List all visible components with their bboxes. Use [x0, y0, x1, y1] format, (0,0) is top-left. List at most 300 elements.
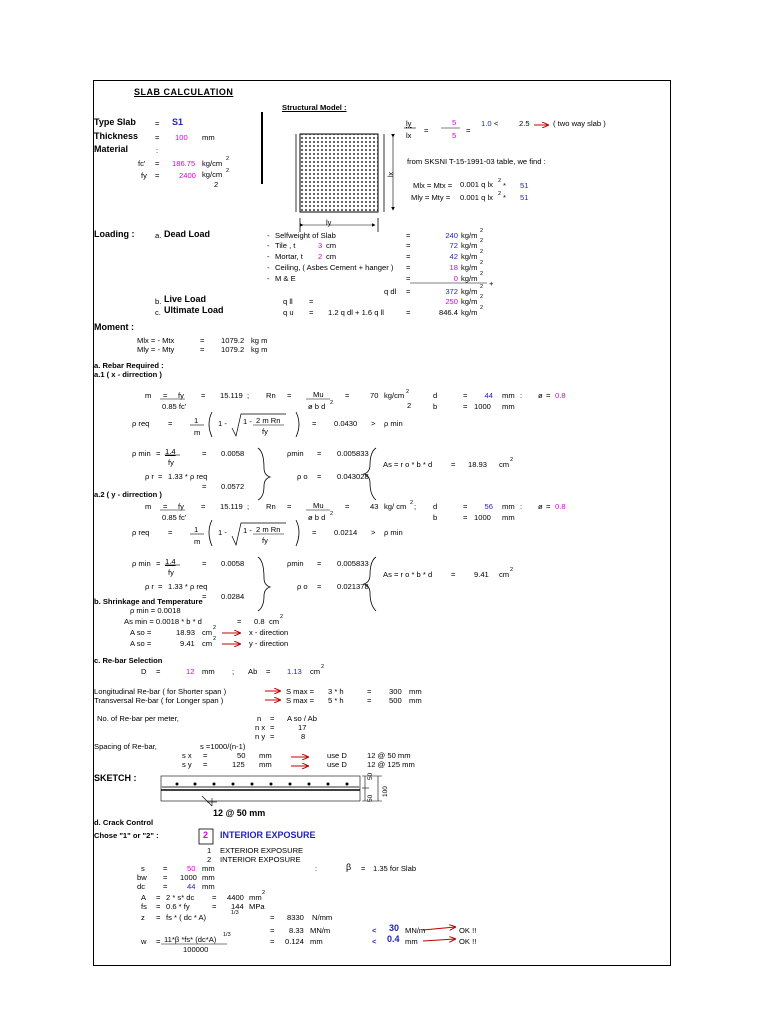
unit: kg m	[251, 336, 268, 345]
eq: =	[156, 559, 161, 568]
eq: =	[212, 893, 217, 902]
mlx-label: Mlx = Mtx =	[413, 181, 453, 190]
sqrt-a: 1 -	[218, 528, 227, 537]
eq: =	[163, 882, 168, 891]
po-value-y: 0.021378	[337, 582, 369, 591]
eq: =	[156, 937, 161, 946]
eq: =	[406, 308, 411, 317]
w-value: 0.124	[285, 937, 305, 946]
rebar-required-label: a. Rebar Required :	[94, 361, 164, 370]
eq: =	[466, 126, 471, 135]
lt: <	[372, 937, 377, 946]
po: ρ o	[297, 582, 308, 591]
transversal-rebar: Transversal Re-bar ( for Longer span )	[94, 696, 224, 705]
d: d	[433, 502, 438, 511]
rebar-selection-label: c. Re-bar Selection	[94, 656, 163, 665]
d: d	[433, 391, 438, 400]
dash: -	[267, 263, 270, 272]
option-1: 1	[207, 846, 212, 855]
fy: fy	[168, 568, 174, 577]
s-value: 50	[187, 864, 196, 873]
fc-label: fc'	[138, 159, 146, 168]
use-y-value: 12 @ 125 mm	[367, 760, 415, 769]
superscript: 2	[280, 614, 284, 620]
unit: mm	[409, 687, 422, 696]
load-desc: Selfweight of Slab	[275, 231, 336, 240]
selected-exposure: INTERIOR EXPOSURE	[220, 830, 316, 840]
exp: 2	[480, 284, 484, 290]
as-formula: As = r o * b * d	[383, 570, 433, 579]
2mrn: 2 m Rn	[256, 416, 281, 425]
z-formula: fs * ( dc * A)	[166, 913, 207, 922]
sy: s y	[182, 760, 192, 769]
eq: =	[212, 902, 217, 911]
eq: =	[200, 345, 205, 354]
z-ok: OK !!	[459, 926, 477, 935]
unit: mm	[202, 882, 215, 891]
unit: mm	[249, 893, 262, 902]
eq: =	[406, 241, 411, 250]
ab-value: 1.13	[287, 667, 302, 676]
unit: MPa	[249, 902, 265, 911]
spacing-label: Spacing of Re-bar,	[94, 742, 157, 751]
superscript: 2	[510, 567, 514, 573]
rn: Rn	[266, 391, 276, 400]
layer-thickness: 3	[318, 241, 323, 250]
eq: =	[163, 864, 168, 873]
ny: n y	[255, 732, 266, 741]
smax: S max =	[286, 687, 315, 696]
eq: =	[163, 502, 168, 511]
load-desc: Ceiling, ( Asbes Cement + hanger )	[275, 263, 394, 272]
exp: 2	[214, 180, 219, 189]
as-formula: As = r o * b * d	[383, 460, 433, 469]
eq: =	[317, 449, 322, 458]
dead-load-label: Dead Load	[164, 229, 211, 239]
eq: =	[287, 391, 292, 400]
p14: 1.4	[165, 447, 176, 456]
pmin: ρmin	[287, 449, 304, 458]
bw: bw	[137, 873, 147, 882]
eq: =	[270, 926, 275, 935]
z-value-nmm: 8330	[287, 913, 304, 922]
exp: 2	[480, 238, 484, 244]
n-formula: A so / Ab	[287, 714, 317, 723]
exp: 2	[480, 271, 484, 277]
unit: MN/m	[310, 926, 331, 935]
superscript: m	[145, 391, 152, 400]
sketch-label: SKETCH :	[94, 773, 137, 783]
pr-formula: 1.33 * ρ req	[168, 582, 208, 591]
eq: =	[200, 336, 205, 345]
load-value: 0	[453, 274, 458, 283]
mu: Mu	[313, 390, 324, 399]
moment-mlx-value: 1079.2	[221, 336, 245, 345]
unit: mm	[502, 502, 515, 511]
eq: =	[270, 732, 275, 741]
eq: =	[406, 287, 411, 296]
superscript: 2	[330, 511, 334, 517]
eq: =	[287, 502, 292, 511]
option-interior: INTERIOR EXPOSURE	[220, 855, 301, 864]
thickness-value: 100	[175, 133, 188, 142]
fy-value: 2400	[179, 171, 196, 180]
beta-value: 1.35 for Slab	[373, 864, 417, 873]
eq: =	[237, 617, 242, 626]
star: *	[503, 193, 506, 202]
qll-label: q ll	[283, 297, 293, 306]
table-note: from SKSNI T-15-1991-03 table, we find :	[407, 157, 546, 166]
eq: =	[406, 263, 411, 272]
dash: -	[267, 241, 270, 250]
eq: =	[156, 667, 161, 676]
ratio-limit: 2.5	[519, 119, 530, 128]
phi-value-x: 0.8	[555, 391, 566, 400]
pmin2-value-y: 0.005833	[337, 559, 369, 568]
d-value-y: 56	[484, 502, 493, 511]
nx-value: 17	[298, 723, 307, 732]
eq: =	[203, 751, 208, 760]
fy: fy	[178, 391, 184, 400]
sheet-title: SLAB CALCULATION	[134, 87, 234, 97]
aso-label: A so =	[130, 628, 152, 637]
eq: =	[202, 449, 207, 458]
phi: ø	[538, 391, 543, 400]
eq: =	[201, 391, 206, 400]
type-slab-value: S1	[172, 117, 184, 127]
exp: 2	[480, 249, 484, 255]
sqrt-b: 1 -	[243, 417, 252, 426]
shrink-pmin: ρ min = 0.0018	[130, 606, 181, 615]
fc-value: 186.75	[172, 159, 196, 168]
unit: mm	[502, 513, 515, 522]
sy-value: 125	[232, 760, 245, 769]
p14: 1.4	[165, 557, 176, 566]
exposure-choice[interactable]: 2	[203, 830, 209, 840]
eq: =	[317, 472, 322, 481]
unit: kg/m	[461, 252, 478, 261]
eq: =	[312, 528, 317, 537]
superscript: 2	[510, 457, 514, 463]
load-value: 240	[445, 231, 458, 240]
thickness-label: Thickness	[94, 131, 139, 141]
eq: =	[266, 667, 271, 676]
aso-x-value: 18.93	[176, 628, 196, 637]
A-formula: 2 * s* dc	[166, 893, 195, 902]
item-a: a.	[155, 231, 162, 240]
item-b: b.	[155, 297, 162, 306]
pr: ρ r	[145, 582, 154, 591]
pmin: ρmin	[287, 559, 304, 568]
pmin-value-y: 0.0058	[221, 559, 245, 568]
eq: =	[156, 893, 161, 902]
pr-formula: 1.33 * ρ req	[168, 472, 208, 481]
gt: >	[371, 528, 376, 537]
sc: ;	[232, 667, 235, 676]
unit: kg/m	[461, 287, 478, 296]
w: w	[141, 937, 147, 946]
phi: ø	[538, 502, 543, 511]
eq: =	[270, 913, 275, 922]
mly-label: Mly = Mty =	[411, 193, 451, 202]
phi-value-y: 0.8	[555, 502, 566, 511]
loading-label: Loading :	[94, 229, 135, 239]
qu-value: 846.4	[438, 308, 458, 317]
z: z	[141, 913, 145, 922]
pr-value-x: 0.0572	[221, 482, 245, 491]
smax: S max =	[286, 696, 315, 705]
unit: cm	[269, 617, 280, 626]
slab-plan	[300, 134, 378, 212]
eq: =	[155, 119, 160, 128]
dim-100: 100	[382, 786, 389, 797]
eq: =	[168, 528, 173, 537]
dim-50-top: 50	[367, 772, 374, 780]
qdl-value: 372	[445, 287, 458, 296]
eq: =	[317, 559, 322, 568]
chose-label: Chose "1" or "2" :	[94, 831, 159, 840]
unit: mm	[502, 402, 515, 411]
unit: mm	[202, 864, 215, 873]
rebar-per-meter: No. of Re-bar per meter,	[97, 714, 179, 723]
rn-value-x: 70	[370, 391, 379, 400]
lx-dim-label: lx	[388, 171, 396, 178]
pmin: ρ min	[132, 449, 151, 458]
b-value-y: 1000	[474, 513, 491, 522]
eq: =	[155, 159, 160, 168]
eq: =	[361, 864, 366, 873]
unit: mm	[502, 391, 515, 400]
unit: mm	[409, 696, 422, 705]
eq: =	[155, 133, 160, 142]
preq-value-x: 0.0430	[334, 419, 358, 428]
s: s	[141, 864, 145, 873]
superscript: :	[315, 864, 318, 873]
eq: =	[203, 760, 208, 769]
eq: =	[270, 937, 275, 946]
ny-value: 8	[301, 732, 306, 741]
eq: =	[158, 472, 163, 481]
one: 1	[194, 416, 199, 425]
dc: dc	[137, 882, 146, 891]
plus: +	[489, 279, 494, 288]
layer-thickness: 2	[318, 252, 323, 261]
ratio-ly: ly	[406, 119, 412, 128]
m-value-y: 15.119	[220, 502, 243, 511]
ultimate-load-label: Ultimate Load	[164, 305, 224, 315]
dash: -	[267, 252, 270, 261]
aso-x-direction: x - direction	[249, 628, 289, 637]
eq: =	[156, 913, 161, 922]
two-way-note: ( two way slab )	[553, 119, 606, 128]
superscript: ;	[414, 502, 417, 511]
qu-expr: 1.2 q dl + 1.6 q ll	[328, 308, 384, 317]
dash: -	[267, 231, 270, 240]
A-value: 4400	[227, 893, 244, 902]
load-desc: Mortar, t	[275, 252, 303, 261]
type-slab-label: Type Slab	[94, 117, 136, 127]
unit: mm	[405, 937, 418, 946]
exp: 2	[226, 156, 230, 162]
eq: =	[463, 502, 468, 511]
eq: =	[156, 902, 161, 911]
unit: kg/m	[461, 231, 478, 240]
mly-expr: 0.001 q lx	[460, 193, 493, 202]
eq: =	[270, 714, 275, 723]
unit: cm	[499, 460, 510, 469]
unit: cm	[326, 241, 337, 250]
preq: ρ req	[132, 528, 150, 537]
eq: =	[168, 419, 173, 428]
unit: kg/cm	[202, 170, 223, 179]
eq: =	[202, 592, 207, 601]
fy: fy	[262, 427, 268, 436]
eq: =	[367, 696, 372, 705]
pmin: ρ min	[384, 528, 403, 537]
aso-y-direction: y - direction	[249, 639, 289, 648]
superscript: 2	[321, 664, 325, 670]
eq: =	[406, 252, 411, 261]
as-value-y: 9.41	[474, 570, 489, 579]
eq: =	[463, 513, 468, 522]
as-value-x: 18.93	[468, 460, 488, 469]
crack-control-label: d. Crack Control	[94, 818, 154, 827]
mlx-expr: 0.001 q lx	[460, 180, 493, 189]
load-value: 18	[449, 263, 458, 272]
aso-y-value: 9.41	[180, 639, 195, 648]
longitudinal-rebar: Longitudinal Re-bar ( for Shorter span )	[94, 687, 227, 696]
eq: =	[463, 391, 468, 400]
eq: =	[451, 460, 456, 469]
d-value-x: 44	[484, 391, 493, 400]
m-value-x: 15.119	[220, 391, 243, 400]
w-ok: OK !!	[459, 937, 477, 946]
superscript: 2	[410, 500, 414, 506]
exp: 2	[480, 305, 484, 311]
sqrt-b: 1 -	[243, 526, 252, 535]
eq: =	[406, 231, 411, 240]
aso-label: A so =	[130, 639, 152, 648]
pr-value-y: 0.0284	[221, 592, 245, 601]
lt: <	[372, 926, 377, 935]
superscript: 2	[213, 625, 217, 631]
unit: mm	[259, 760, 272, 769]
pmin2-value-x: 0.005833	[337, 449, 369, 458]
eq: =	[406, 274, 411, 283]
lt: <	[494, 119, 499, 128]
eq: =	[163, 873, 168, 882]
eq: =	[156, 449, 161, 458]
unit: kg/m	[461, 263, 478, 272]
pmin: ρ min	[132, 559, 151, 568]
load-desc: M & E	[275, 274, 296, 283]
ratio-den: 5	[452, 131, 457, 140]
fy-label: fy	[141, 171, 147, 180]
pbd: ø b d	[308, 513, 326, 522]
smax-value-1: 300	[389, 687, 402, 696]
eq: =	[546, 502, 551, 511]
sc: :	[520, 391, 523, 400]
superscript: 2	[262, 890, 266, 896]
moment-mly: Mly = - Mty	[137, 345, 175, 354]
ratio-num: 5	[452, 118, 457, 127]
eq: =	[202, 559, 207, 568]
unit: mm	[202, 667, 215, 676]
preq: ρ req	[132, 419, 150, 428]
shrinkage-label: b. Shrinkage and Temperature	[94, 597, 203, 606]
preq-value-y: 0.0214	[334, 528, 358, 537]
smax-formula: 3 * h	[328, 687, 344, 696]
unit: cm	[499, 570, 510, 579]
option-exterior: EXTERIOR EXPOSURE	[220, 846, 304, 855]
dim-50-bottom: 50	[367, 794, 374, 802]
superscript: 2	[407, 401, 412, 410]
load-value: 72	[449, 241, 458, 250]
superscript: 2	[330, 400, 334, 406]
rn: Rn	[266, 502, 276, 511]
ratio-lx: lx	[406, 131, 412, 140]
use-x-value: 12 @ 50 mm	[367, 751, 411, 760]
ratio-value: 1.0	[481, 119, 492, 128]
structural-model-title: Structural Model :	[282, 103, 347, 112]
z-limit: 30	[389, 923, 400, 933]
unit: kg/m	[461, 274, 478, 283]
sqrt-a: 1 -	[218, 419, 227, 428]
unit: mm	[310, 937, 323, 946]
unit: cm	[326, 252, 337, 261]
eq: =	[451, 570, 456, 579]
dash: -	[267, 274, 270, 283]
eq: =	[312, 419, 317, 428]
rn-value-y: 43	[370, 502, 379, 511]
beta: β	[346, 862, 352, 872]
unit: kg/m	[461, 308, 478, 317]
eq: =	[309, 297, 314, 306]
unit: mm	[202, 133, 215, 142]
eq: =	[317, 582, 322, 591]
superscript: 2	[406, 389, 410, 395]
unit: MN/m	[405, 926, 426, 935]
sx: s x	[182, 751, 192, 760]
po-value-x: 0.043028	[337, 472, 369, 481]
pr: ρ r	[145, 472, 154, 481]
asmin-formula: As min = 0.0018 * b * d	[124, 617, 202, 626]
bar-diameter: 12	[186, 667, 195, 676]
unit: kg/cm	[384, 391, 405, 400]
qu-label: q u	[283, 308, 294, 317]
bw-value: 1000	[180, 873, 197, 882]
load-value: 42	[449, 252, 458, 261]
star: *	[503, 181, 506, 190]
fs-formula: 0.6 * fy	[166, 902, 190, 911]
unit: cm	[202, 639, 213, 648]
gt: >	[371, 419, 376, 428]
pmin: ρ min	[384, 419, 403, 428]
unit: kg/m	[461, 241, 478, 250]
eq: =	[158, 582, 163, 591]
eq: =	[202, 482, 207, 491]
b: b	[433, 513, 438, 522]
b: b	[433, 402, 438, 411]
unit: cm	[310, 667, 321, 676]
unit: kg/m	[461, 297, 478, 306]
fy: fy	[262, 536, 268, 545]
eq: =	[424, 126, 429, 135]
fs: fs	[141, 902, 147, 911]
use-label: use D	[327, 751, 347, 760]
qll-value: 250	[445, 297, 458, 306]
exp: 1/3	[231, 910, 239, 916]
